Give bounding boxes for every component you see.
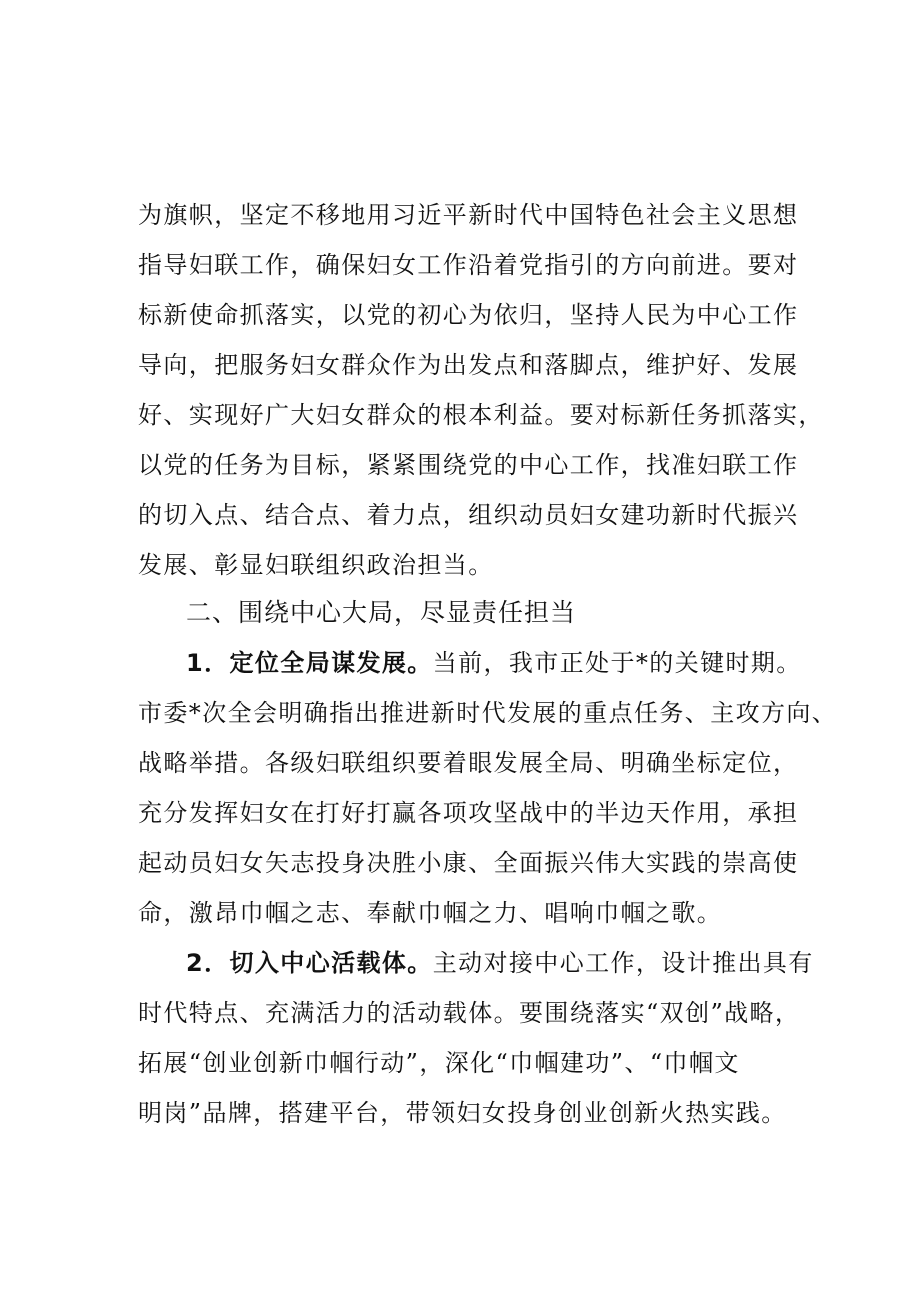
paragraph-line: 的切入点、结合点、着力点，组织动员妇女建功新时代振兴 — [138, 501, 799, 529]
item-text: 当前，我市正处于*的关键时期。 — [432, 649, 802, 677]
paragraph-line: 起动员妇女矢志投身决胜小康、全面振兴伟大实践的崇高使 — [138, 849, 799, 877]
paragraph-line: 市委*次全会明确指出推进新时代发展的重点任务、主攻方向、 — [138, 699, 838, 727]
paragraph-line: 发展、彰显妇联组织政治担当。 — [138, 551, 494, 579]
item-first-line — [186, 648, 846, 678]
paragraph-line: 好、实现好广大妇女群众的根本利益。要对标新任务抓落实， — [138, 401, 824, 429]
section-heading: 二、围绕中心大局，尽显责任担当 — [186, 598, 577, 627]
paragraph-line: 战略举措。各级妇联组织要着眼发展全局、明确坐标定位， — [138, 749, 799, 777]
paragraph-line: 以党的任务为目标，紧紧围绕党的中心工作，找准妇联工作 — [138, 451, 799, 479]
paragraph-line: 标新使命抓落实，以党的初心为依归，坚持人民为中心工作 — [138, 301, 799, 329]
item-text: 主动对接中心工作，设计推出具有 — [432, 949, 814, 977]
paragraph-line: 为旗帜，坚定不移地用习近平新时代中国特色社会主义思想 — [138, 201, 799, 229]
paragraph-line: 命，激昂巾帼之志、奉献巾帼之力、唱响巾帼之歌。 — [138, 899, 723, 927]
item-lead: 2．切入中心活载体。 — [186, 949, 433, 977]
paragraph-line: 导向，把服务妇女群众作为出发点和落脚点，维护好、发展 — [138, 351, 799, 379]
paragraph-line: 时代特点、充满活力的活动载体。要围绕落实“双创”战略， — [138, 999, 801, 1027]
paragraph-line: 拓展“创业创新巾帼行动”，深化“巾帼建功”、“巾帼文 — [138, 1049, 740, 1077]
paragraph-line: 明岗”品牌，搭建平台，带领妇女投身创业创新火热实践。 — [138, 1099, 787, 1127]
item-first-line — [186, 948, 846, 978]
item-lead: 1．定位全局谋发展。 — [186, 649, 433, 677]
paragraph-line: 指导妇联工作，确保妇女工作沿着党指引的方向前进。要对 — [138, 251, 799, 279]
paragraph-line: 充分发挥妇女在打好打赢各项攻坚战中的半边天作用，承担 — [138, 799, 799, 827]
